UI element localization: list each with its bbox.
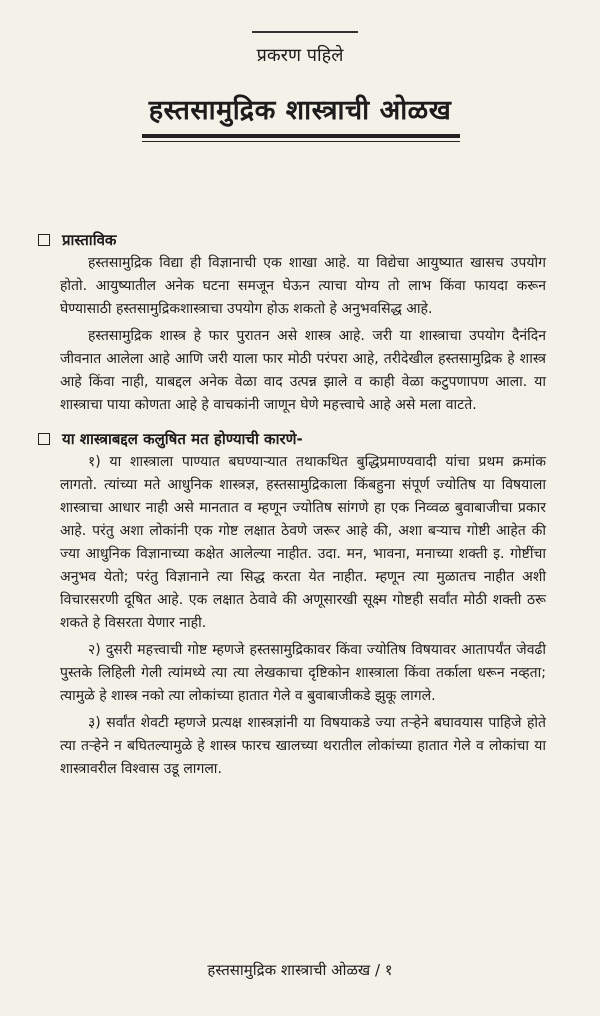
page-footer: हस्तसामुद्रिक शास्त्राची ओळख / १ (207, 961, 393, 979)
page-body (60, 228, 546, 781)
section-heading-text: या शास्त्राबद्दल कलुषित मत होण्याची कारणे- (62, 429, 303, 448)
paragraph: २) दुसरी महत्त्वाची गोष्ट म्हणजे हस्तसामुद्रिकावर किंवा ज्योतिष विषयावर आतापर्यंत जेवढी पुस्तके लिहिली गेली त्यांमध्ये त्या त्या लेखकाचा दृष्टिकोन शास्त्राला किंवा तर्काला धरून नव्हता; त्यामुळे हे शास्त्र नको त्या लोकांच्या हातात गेले व बुवाबाजीकडे झुकू लागले. (60, 642, 546, 704)
checkbox-square-icon (38, 433, 50, 445)
chapter-label: प्रकरण पहिले (256, 45, 344, 66)
paragraph: १) या शास्त्राला पाण्यात बघण्याऱ्यात तथाकथित बुद्धिप्रमाण्यवादी यांचा प्रथम क्रमांक लागतो. त्यांच्या मते आधुनिक शास्त्रज्ञ, हस्तसामुद्रिकाला किंबहुना संपूर्ण ज्योतिष या विषयाला शास्त्राचा आधार नाही असे मानतात व म्हणून ज्योतिष सांगणे हा एक निव्वळ बुवाबाजीचा प्रकार आहे. परंतु अशा लोकांनी एक गोष्ट लक्षात ठेवणे जरूर आहे की, अशा बऱ्याच गोष्टी आहेत की ज्या आधुनिक विज्ञानाच्या कक्षेत आलेल्या नाहीत. उदा. मन, भावना, मनाच्या शक्ती इ. गोष्टींचा अनुभव येतो; परंतु विज्ञानाने त्या सिद्ध करता येत नाहीत. म्हणून त्या मुळातच नाहीत अशी विचारसरणी दूषित आहे. एक लक्षात ठेवावे की अणूसारखी सूक्ष्म गोष्टही सर्वांत मोठी शक्ती ठरू शकते हे विसरता येणार नाही. (60, 454, 546, 631)
paragraph: ३) सर्वांत शेवटी म्हणजे प्रत्यक्ष शास्त्रज्ञांनी या विषयाकडे ज्या तऱ्हेने बघावयास पाहिजे होते त्या तऱ्हेने न बघितल्यामुळे हे शास्त्र फारच खालच्या थरातील लोकांच्या हातात गेले व लोकांचा या शास्त्रावरील विश्वास उडू लागला. (60, 715, 546, 777)
section-heading (38, 228, 546, 252)
paragraph: हस्तसामुद्रिक विद्या ही विज्ञानाची एक शाखा आहे. या विद्येचा आयुष्यात खासच उपयोग होतो. आयुष्यातील अनेक घटना समजून घेऊन त्याचा योग्य तो लाभ किंवा फायदा करून घेण्यासाठी हस्तसामुद्रिकशास्त्राचा उपयोग होऊ शकतो हे अनुभवसिद्ध आहे. (60, 255, 546, 317)
title-rule-thick (142, 134, 460, 138)
checkbox-square-icon (38, 234, 50, 246)
paragraph: हस्तसामुद्रिक शास्त्र हे फार पुरातन असे शास्त्र आहे. जरी या शास्त्राचा उपयोग दैनंदिन जीवनात आलेला आहे आणि जरी याला फार मोठी परंपरा आहे, तरीदेखील हस्तसामुद्रिक हे शास्त्र आहे किंवा नाही, याबद्दल अनेक वेळा वाद उत्पन्न झाले व काही वेळा कटुपणापण आला. या शास्त्राचा पाया कोणता आहे हे वाचकांनी जाणून घेणे महत्त्वाचे आहे असे मला वाटते. (60, 328, 546, 413)
title-rule-thin (142, 141, 460, 142)
section-heading-text: प्रास्ताविक (62, 230, 117, 249)
page-title: हस्तसामुद्रिक शास्त्राची ओळख (148, 95, 452, 126)
top-rule (252, 31, 358, 33)
section-heading (38, 427, 546, 451)
